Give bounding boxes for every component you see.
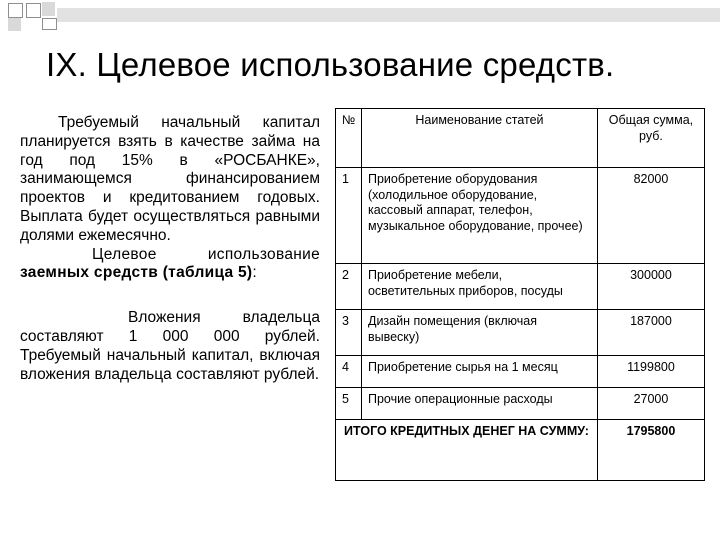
target-use-text: Целевое использование — [92, 245, 320, 263]
table-row — [336, 388, 705, 420]
table-row — [336, 310, 705, 356]
row-num: 2 — [336, 264, 362, 310]
row-num: 1 — [336, 168, 362, 264]
header-gray-bar — [57, 8, 720, 22]
body-text — [20, 114, 320, 384]
paragraph-loan: Требуемый начальный капитал планируется взять в качестве займа на год под 15% в «РОСБАНКЕ», занимающемся финансированием проектов и кредитованием годовых. Выплата будет осуществляться равными долями ежемесячно. — [20, 114, 320, 244]
row-sum: 82000 — [597, 168, 704, 264]
row-sum: 187000 — [597, 310, 704, 356]
row-name: Приобретение мебели, осветительных приборов, посуды — [361, 264, 597, 310]
paragraph-owner-investment: Вложения владельца составляют 1 000 000 рублей. Требуемый начальный капитал, включая вложения владельца составляют рублей. — [20, 309, 320, 383]
target-use-bold: заемных средств (таблица 5) — [20, 264, 253, 282]
row-name: Прочие операционные расходы — [361, 388, 597, 420]
table-total-row — [336, 420, 705, 481]
total-label: ИТОГО КРЕДИТНЫХ ДЕНЕГ НА СУММУ: — [336, 420, 598, 481]
paragraph-target-use — [20, 246, 320, 284]
table-row — [336, 356, 705, 388]
funds-table-wrapper — [335, 108, 705, 468]
page-title: IX. Целевое использование средств. — [46, 46, 615, 83]
total-sum: 1795800 — [597, 420, 704, 481]
row-name: Приобретение оборудования (холодильное оборудование, кассовый аппарат, телефон, музыкальное оборудование, прочее) — [361, 168, 597, 264]
header-name — [361, 109, 597, 168]
deco-square — [8, 18, 21, 31]
deco-square — [42, 2, 55, 16]
table-row — [336, 168, 705, 264]
target-use-colon: : — [252, 264, 257, 282]
row-name: Дизайн помещения (включая вывеску) — [361, 310, 597, 356]
table-row — [336, 264, 705, 310]
row-sum: 27000 — [597, 388, 704, 420]
header-name-text: Наименование статей — [415, 113, 544, 127]
row-num: 5 — [336, 388, 362, 420]
decorative-header-band — [0, 0, 720, 30]
row-sum: 300000 — [597, 264, 704, 310]
deco-square — [26, 3, 41, 18]
row-num: 4 — [336, 356, 362, 388]
header-sum: Общая сумма, руб. — [597, 109, 704, 168]
row-num: 3 — [336, 310, 362, 356]
row-name: Приобретение сырья на 1 месяц — [361, 356, 597, 388]
row-sum: 1199800 — [597, 356, 704, 388]
deco-square — [42, 18, 57, 30]
header-num: № — [336, 109, 362, 168]
funds-table — [335, 108, 705, 481]
table-header-row — [336, 109, 705, 168]
deco-square — [8, 3, 23, 18]
